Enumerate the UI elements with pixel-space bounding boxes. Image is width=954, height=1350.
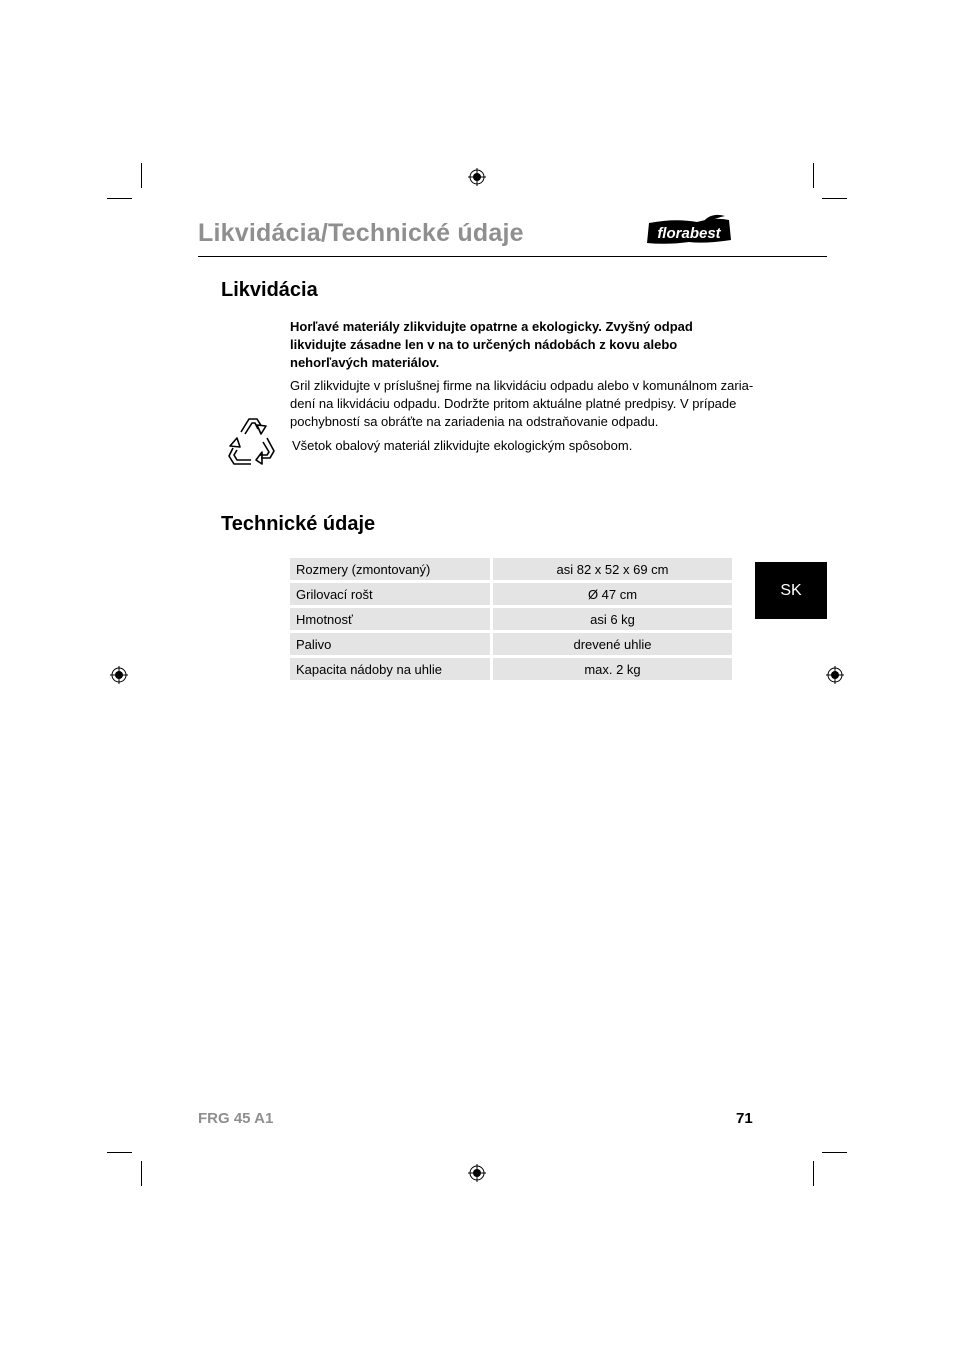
crop-mark: [813, 163, 814, 188]
florabest-logo: [645, 214, 733, 246]
registration-mark-icon: [826, 666, 844, 684]
registration-mark-icon: [110, 666, 128, 684]
table-row: [290, 583, 732, 608]
crop-mark: [141, 163, 142, 188]
spec-label: Rozmery (zmontovaný): [290, 558, 493, 583]
language-tab: SK: [755, 562, 827, 619]
paragraph-line: dení na likvidáciu odpadu. Dodržte pritom aktuálne platné predpisy. V prípade: [290, 396, 737, 411]
paragraph-line: Gril zlikvidujte v príslušnej firme na likvidáciu odpadu alebo v komunálnom zaria-: [290, 378, 754, 393]
spec-label: Hmotnosť: [290, 608, 493, 633]
spec-label: Palivo: [290, 633, 493, 658]
disposal-heading: Likvidácia: [221, 279, 318, 301]
crop-mark: [107, 198, 132, 199]
page-title: Likvidácia/Technické údaje: [198, 219, 524, 247]
registration-mark-icon: [468, 168, 486, 186]
crop-mark: [822, 1152, 847, 1153]
crop-mark: [107, 1152, 132, 1153]
table-row: [290, 608, 732, 633]
paragraph-line: pochybností sa obráťte na zariadenia na odstraňovanie odpadu.: [290, 414, 659, 429]
spec-value: max. 2 kg: [493, 658, 732, 683]
spec-label: Kapacita nádoby na uhlie: [290, 658, 493, 683]
page-number: 71: [736, 1110, 753, 1127]
packaging-note: Všetok obalový materiál zlikvidujte ekologickým spôsobom.: [292, 438, 633, 453]
table-row: [290, 558, 732, 583]
logo-text: florabest: [657, 225, 721, 242]
spec-value: Ø 47 cm: [493, 583, 732, 608]
spec-value: drevené uhlie: [493, 633, 732, 658]
spec-value: asi 6 kg: [493, 608, 732, 633]
disposal-paragraph: [290, 377, 754, 431]
crop-mark: [141, 1161, 142, 1186]
crop-mark: [822, 198, 847, 199]
crop-mark: [813, 1161, 814, 1186]
header-rule: [198, 256, 827, 257]
footer-model: FRG 45 A1: [198, 1110, 274, 1127]
spec-table: [290, 558, 732, 683]
recycle-icon: [221, 414, 279, 470]
technical-heading: Technické údaje: [221, 513, 376, 535]
spec-label: Grilovací rošt: [290, 583, 493, 608]
table-row: [290, 658, 732, 683]
registration-mark-icon: [468, 1164, 486, 1182]
spec-value: asi 82 x 52 x 69 cm: [493, 558, 732, 583]
table-row: [290, 633, 732, 658]
disposal-warning: Horľavé materiály zlikvidujte opatrne a ekologicky. Zvyšný odpad likvidujte zásadne len v na to určených nádobách z kovu alebo nehorľavých materiálov.: [290, 319, 693, 370]
